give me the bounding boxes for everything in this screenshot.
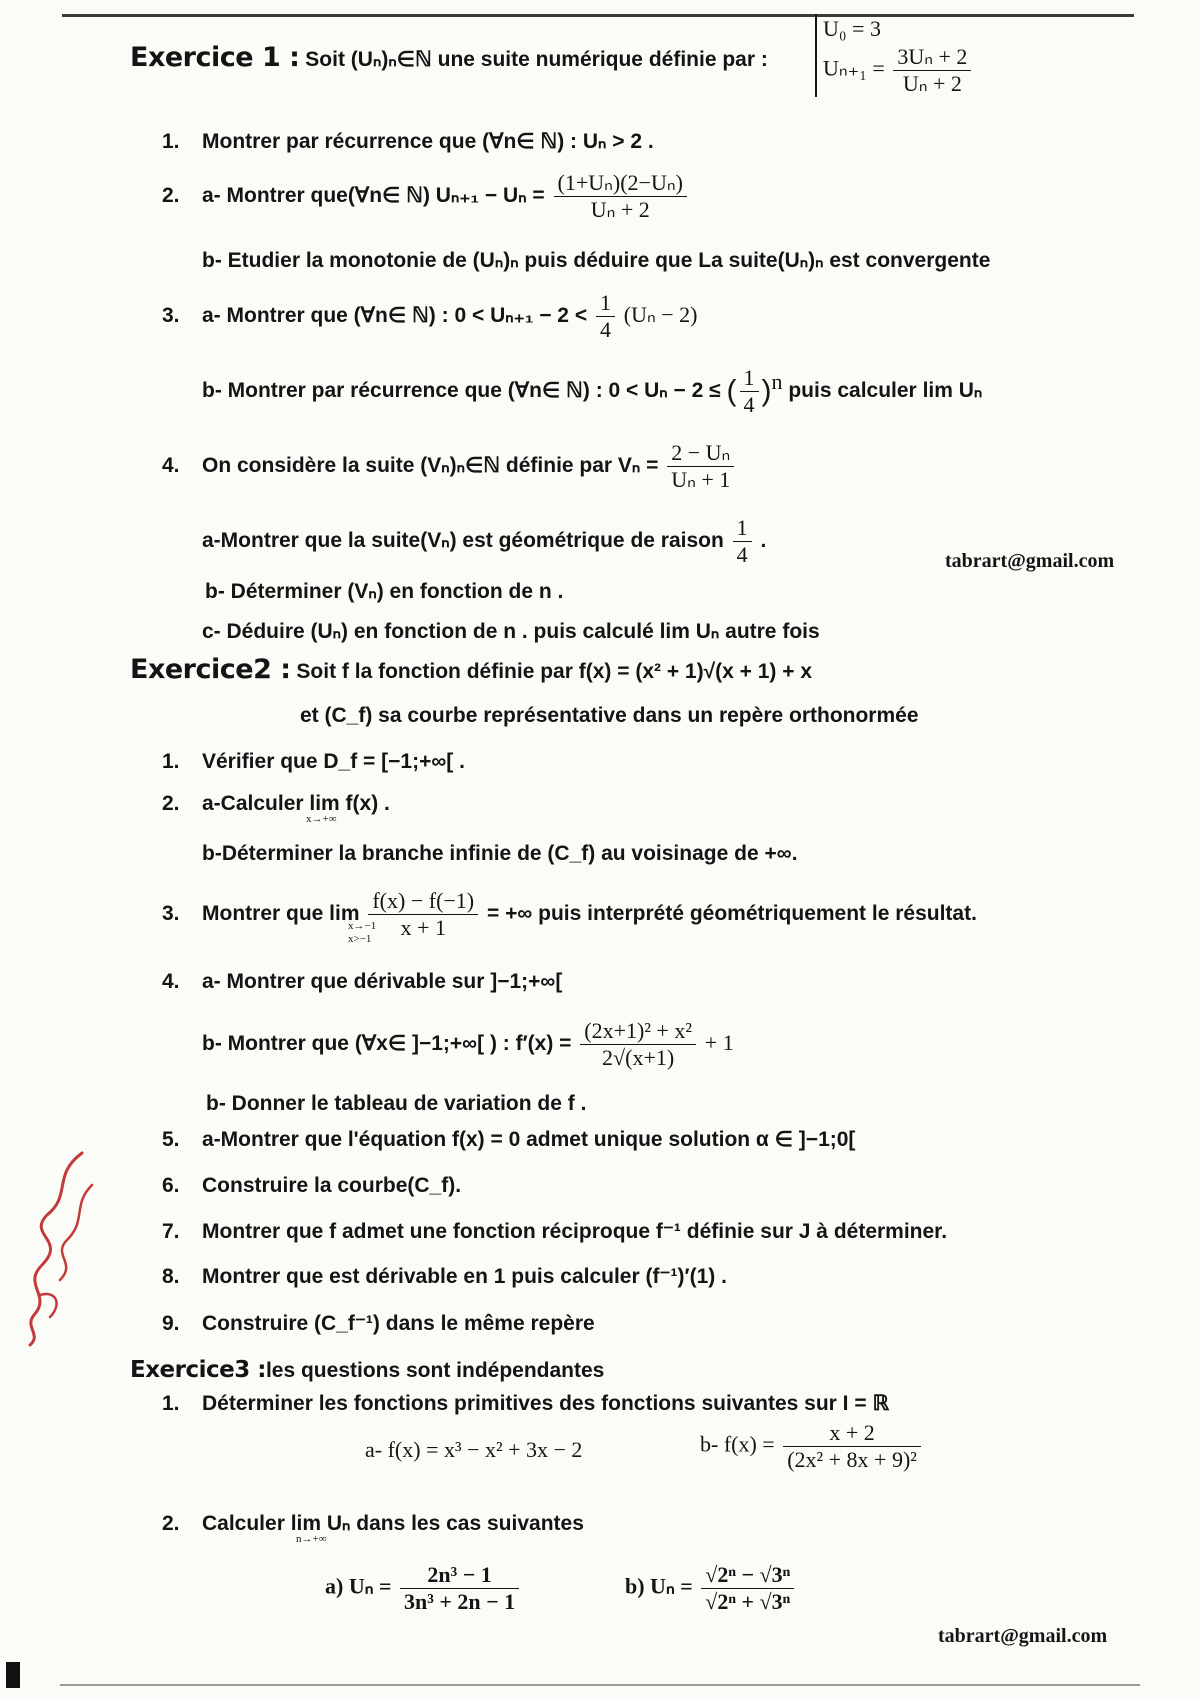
ex1-q3b-denominator: 4 [743,392,755,417]
ex2-q5-text: a-Montrer que l'équation f(x) = 0 admet unique solution α ∈ ]−1;0[ [202,1128,856,1151]
ex3-q2a-text: a) Uₙ = [325,1573,392,1599]
ex2-q9 [162,1310,595,1338]
ex3-q2-number: 2. [162,1512,180,1535]
paren-open: ( [726,374,737,408]
ex2-q3-post: = +∞ puis interprété géométriquement le résultat. [486,902,977,926]
ex2-q3-denominator: x + 1 [400,915,446,940]
ex2-q3 [162,888,977,941]
ex1-q3b-numerator: 1 [740,365,759,392]
ex3-heading [130,1356,604,1385]
handwritten-signature [12,1145,107,1350]
ex2-q4-number: 4. [162,970,180,993]
ex1-q1 [162,128,654,156]
ex2-q4b-post: + 1 [704,1030,734,1056]
ex1-q4b [205,578,563,606]
ex1-q3a [162,290,698,343]
ex2-q3-numerator: f(x) − f(−1) [368,888,478,915]
ex3-q1a-text: a- f(x) = x³ − x² + 3x − 2 [365,1437,583,1462]
ex1-q2a-numerator: (1+Uₙ)(2−Uₙ) [554,170,687,197]
ex1-q1-text: Montrer par récurrence que (∀n∈ ℕ) : Uₙ > 2 . [202,130,654,153]
ex3-q2-limit-sub: n→+∞ [296,1533,327,1545]
ex1-q4b-text: b- Déterminer (Vₙ) en fonction de n . [205,580,564,603]
ex3-q2b-denominator: √2ⁿ + √3ⁿ [705,1589,791,1614]
ex1-q3a-text: a- Montrer que (∀n∈ ℕ) : 0 < Uₙ₊₁ − 2 < [202,304,588,328]
ex2-q2a-text: a-Calculer lim f(x) . [202,792,390,815]
ex2-q7-number: 7. [162,1220,180,1243]
email-bottom: tabrart@gmail.com [938,1625,1108,1647]
ex2-q2b [202,840,798,868]
corner-mark [6,1662,20,1688]
ex3-q2b-text: b) Uₙ = [625,1573,693,1599]
ex1-q4-denominator: Uₙ + 1 [671,467,731,492]
ex1-q3a-numerator: 1 [596,290,615,317]
ex2-q3-number: 3. [162,902,180,926]
ex1-q4a-numerator: 1 [733,515,752,542]
ex1-q4-number: 4. [162,454,180,478]
ex2-q1 [162,748,465,776]
ex1-q2a-text: a- Montrer que(∀n∈ ℕ) Uₙ₊₁ − Uₙ = [202,184,545,208]
ex1-q2a-denominator: Uₙ + 2 [590,197,650,222]
ex1-q2a [162,170,690,223]
ex1-q4-fraction [667,440,734,493]
system-denominator: Uₙ + 2 [902,71,962,96]
ex2-title: Exercice2 : [130,654,291,685]
ex1-q4c [202,618,820,646]
ex1-q3b-text: b- Montrer par récurrence que (∀n∈ ℕ) : 0 < Uₙ − 2 ≤ [202,379,721,403]
paren-close: ) [761,374,772,408]
ex1-q4a-post: . [760,529,767,553]
ex2-q4c-text: b- Donner le tableau de variation de f . [206,1092,587,1115]
system-numerator: 3Uₙ + 2 [893,44,971,71]
ex2-q2b-text: b-Déterminer la branche infinie de (C_f) au voisinage de +∞. [202,842,798,865]
ex2-q4c [206,1090,586,1118]
ex1-q1-number: 1. [162,130,180,153]
ex1-title: Exercice 1 : [130,42,300,73]
ex2-q4b-denominator: 2√(x+1) [602,1045,675,1070]
system-fraction [893,44,971,97]
ex1-q4-text: On considère la suite (Vₙ)ₙ∈ℕ définie par Vₙ = [202,454,659,478]
ex2-q4b [202,1018,734,1071]
ex3-q1b-fraction [783,1420,921,1473]
ex3-q1-number: 1. [162,1392,180,1415]
ex1-q2-number: 2. [162,184,180,208]
ex2-q2a [162,790,390,818]
ex2-intro2-text: et (C_f) sa courbe représentative dans un repère orthonormée [300,704,919,727]
ex2-q1-number: 1. [162,750,180,773]
ex1-q3-number: 3. [162,304,180,328]
ex2-q4b-numerator: (2x+1)² + x² [580,1018,696,1045]
ex2-q3-limit-sub [348,920,376,946]
ex1-recurrence-system [815,14,974,97]
ex1-q4a-text: a-Montrer que la suite(Vₙ) est géométrique de raison [202,529,724,553]
ex2-q6-number: 6. [162,1174,180,1197]
ex1-q4 [162,440,737,493]
ex3-q1 [162,1390,889,1418]
ex2-q2-number: 2. [162,792,180,815]
ex2-q8-text: Montrer que est dérivable en 1 puis calculer (f⁻¹)′(1) . [202,1265,727,1288]
ex1-q3b [202,365,982,418]
ex2-q8-number: 8. [162,1265,180,1288]
ex1-q4a [202,515,766,568]
ex3-q1b-denominator: (2x² + 8x + 9)² [787,1447,917,1472]
ex1-intro: Soit (Uₙ)ₙ∈ℕ une suite numérique définie par : [305,48,768,71]
ex3-q1a [365,1436,582,1464]
ex2-q2a-limit-sub: x→+∞ [306,813,337,825]
ex2-heading [130,656,812,686]
ex1-q3a-denominator: 4 [599,317,611,342]
ex1-q3b-fraction [740,365,759,418]
ex1-q3a-post: (Uₙ − 2) [623,302,698,328]
recurrence-brace [815,14,974,97]
ex2-q5-number: 5. [162,1128,180,1151]
ex1-q4a-denominator: 4 [736,542,748,567]
ex2-intro2 [300,702,919,730]
ex3-q1b-text: b- f(x) = [700,1431,775,1457]
ex3-q2-text: Calculer lim Uₙ dans les cas suivantes [202,1512,584,1535]
ex3-q2b-fraction [701,1562,794,1615]
ex2-intro: Soit f la fonction définie par f(x) = (x² + 1)√(x + 1) + x [296,660,813,683]
ex2-q4a-text: a- Montrer que dérivable sur ]−1;+∞[ [202,970,563,993]
ex3-q2b [625,1562,797,1615]
ex2-q3-sub1: x→−1 [348,920,377,932]
ex3-q2a-numerator: 2n³ − 1 [400,1562,519,1589]
system-u0: U₀ = 3 [823,16,881,41]
ex3-q1b-numerator: x + 2 [783,1420,921,1447]
ex2-q6-text: Construire la courbe(C_f). [202,1174,462,1197]
ex2-q9-text: Construire (C_f⁻¹) dans le même repère [202,1312,595,1335]
ex3-q2b-numerator: √2ⁿ − √3ⁿ [701,1562,794,1589]
ex2-q9-number: 9. [162,1312,180,1335]
ex1-heading [130,44,768,74]
system-un1 [823,44,974,97]
ex3-q1-text: Déterminer les fonctions primitives des fonctions suivantes sur I = ℝ [202,1392,890,1415]
system-lhs: Uₙ₊₁ = [823,55,885,81]
ex2-q8 [162,1263,727,1291]
ex2-q4b-fraction [580,1018,696,1071]
ex1-q4-numerator: 2 − Uₙ [667,440,734,467]
ex3-q2a-denominator: 3n³ + 2n − 1 [404,1589,516,1614]
ex2-q1-text: Vérifier que D_f = [−1;+∞[ . [202,750,465,773]
ex2-q6 [162,1172,461,1200]
ex2-q7-text: Montrer que f admet une fonction réciproque f⁻¹ définie sur J à déterminer. [202,1220,948,1243]
ex1-q2b [202,247,990,275]
ex2-q7 [162,1218,947,1246]
ex1-q4a-fraction [733,515,752,568]
ex2-q3-fraction [368,888,478,941]
ex3-q2a-fraction [400,1562,519,1615]
email-top: tabrart@gmail.com [945,550,1115,572]
ex1-q3b-exponent: n [771,369,783,395]
ex1-q3a-fraction [596,290,615,343]
ex2-q3-sub2: x>−1 [348,933,372,945]
ex1-q2a-fraction [554,170,687,223]
ex3-q2a [325,1562,522,1615]
ex1-q3b-post: puis calculer lim Uₙ [788,379,983,403]
ex2-q4a [162,968,562,996]
ex2-q4b-text: b- Montrer que (∀x∈ ]−1;+∞[ ) : f′(x) = [202,1032,572,1056]
ex2-q3-text: Montrer que lim [202,902,360,926]
bottom-border-line [60,1684,1140,1686]
ex3-q1b [700,1420,924,1473]
ex1-q2b-text: b- Etudier la monotonie de (Uₙ)ₙ puis déduire que La suite(Uₙ)ₙ est convergente [202,249,991,272]
ex2-q5 [162,1126,855,1154]
ex3-q2 [162,1510,584,1538]
ex3-intro: les questions sont indépendantes [265,1359,605,1382]
ex3-title: Exercice3 : [130,1357,266,1383]
ex1-q4c-text: c- Déduire (Uₙ) en fonction de n . puis calculé lim Uₙ autre fois [202,620,820,643]
